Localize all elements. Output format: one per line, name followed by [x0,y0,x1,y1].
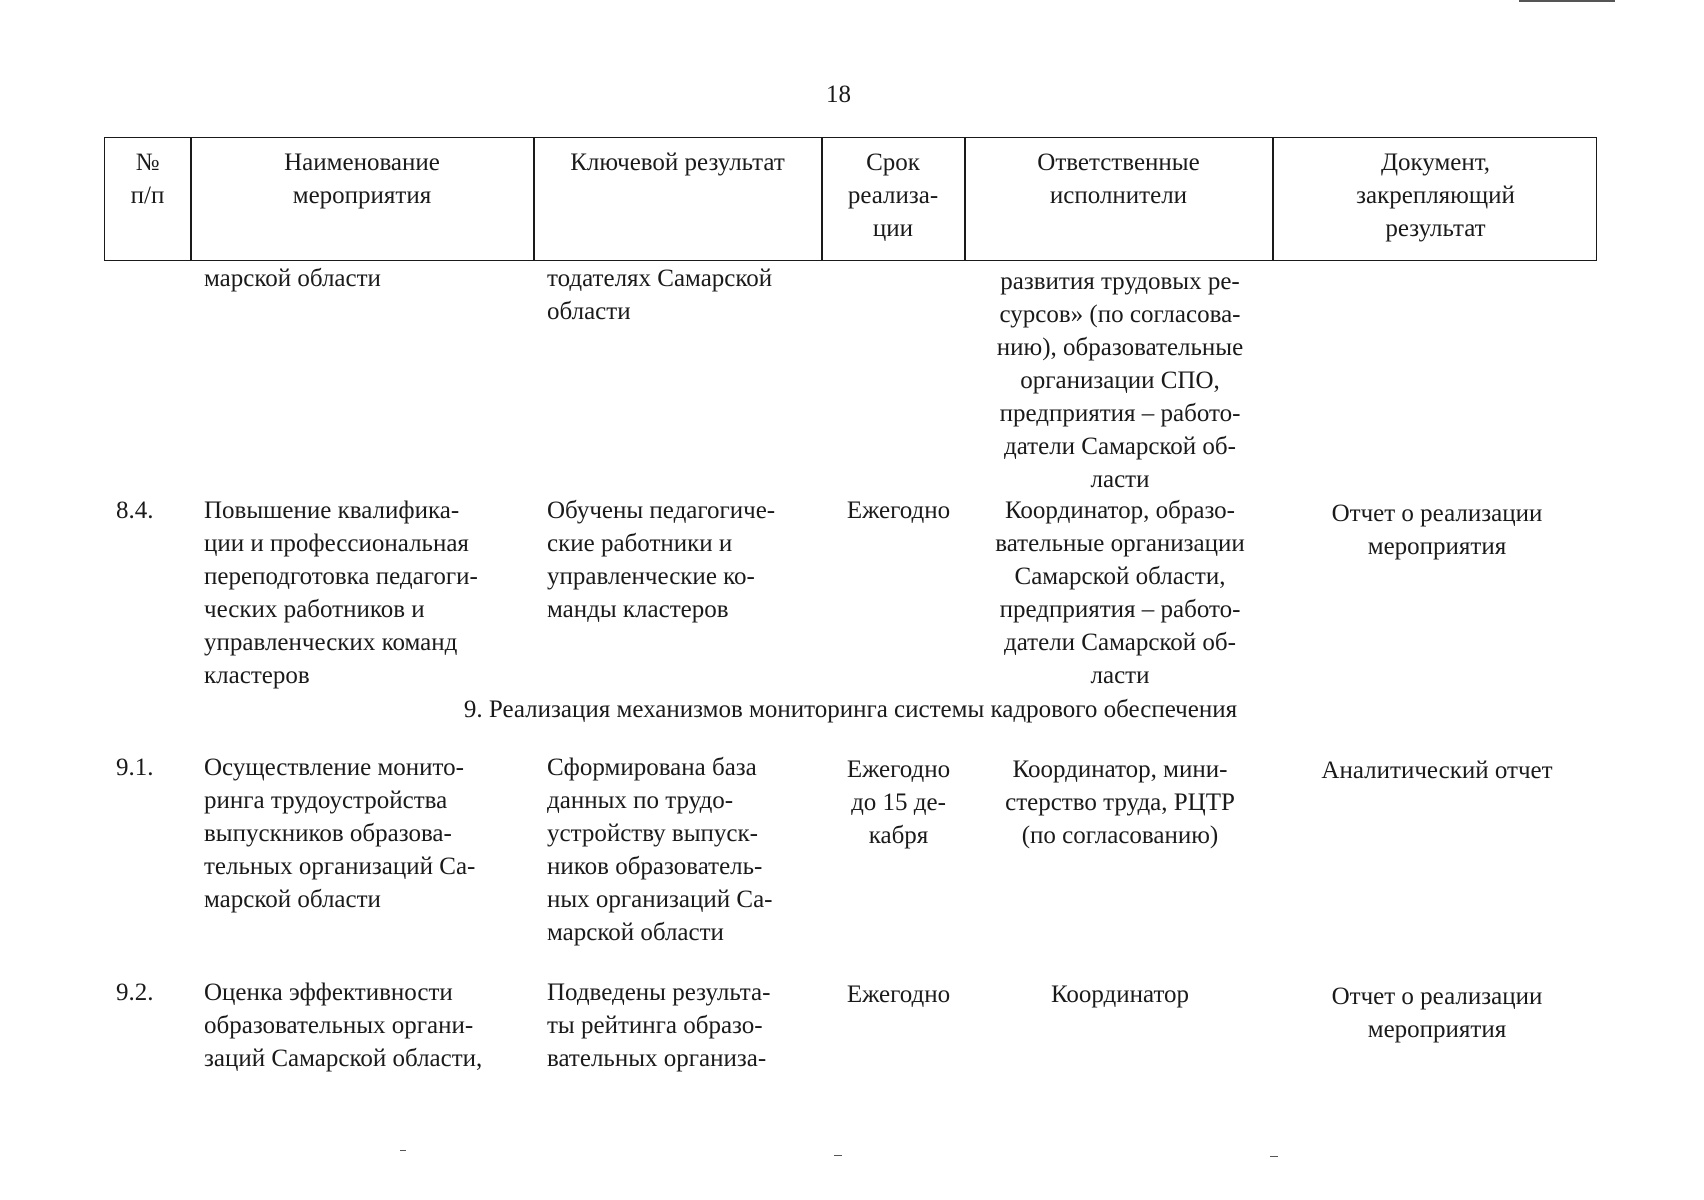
scan-speck [1270,1156,1278,1157]
header-exec: Ответственные исполнители [1037,149,1200,209]
header-result: Ключевой результат [570,149,785,176]
page-number: 18 [826,81,851,108]
row-9-1-executors: Координатор, мини- стерство труда, РЦТР (по согласованию) [1005,756,1235,849]
scan-speck [400,1150,406,1151]
row-9-2-number: 9.2. [116,979,154,1006]
header-term: Срок реализа- ции [847,149,939,242]
row-8-4-number: 8.4. [116,497,154,524]
row-8-4-executors: Координатор, образо- вательные организации Самарской области, предприятия – работо- датели Самарской об- ласти [995,497,1245,689]
header-name: Наименование мероприятия [284,149,440,209]
row-9-1-name: Осуществление монито- ринга трудоустройства выпускников образова- тельных организаций Са- марской области [204,754,476,913]
row-cont-name: марской области [204,265,381,292]
row-9-1-document: Аналитический отчет [1321,757,1553,784]
row-8-4-result: Обучены педагогиче- ские работники и управленческие ко- манды кластеров [547,497,776,623]
scan-edge-mark [1519,0,1615,2]
section-title: 9. Реализация механизмов мониторинга системы кадрового обеспечения [463,696,1238,723]
table-header [104,137,1597,261]
row-9-2-term: Ежегодно [846,981,951,1008]
row-8-4-document: Отчет о реализации мероприятия [1331,500,1543,560]
row-8-4-name: Повышение квалифика- ции и профессиональная переподготовка педагоги- ческих работников и управленческих команд кластеров [204,497,478,689]
row-9-2-name: Оценка эффективности образовательных органи- заций Самарской области, [204,979,483,1072]
header-doc: Документ, закрепляющий результат [1356,149,1515,242]
row-8-4-term: Ежегодно [846,497,951,524]
row-9-1-number: 9.1. [116,754,154,781]
row-9-2-executors: Координатор [1050,981,1190,1008]
header-num: № п/п [130,149,165,209]
row-cont-executors: развития трудовых ре- сурсов» (по согласова- нию), образовательные организации СПО, предприятия – работо- датели Самарской об- ласти [996,268,1244,493]
scan-speck [834,1155,842,1156]
row-9-2-document: Отчет о реализации мероприятия [1331,983,1543,1043]
row-9-2-result: Подведены результа- ты рейтинга образо- вательных организа- [547,979,771,1072]
row-9-1-term: Ежегодно до 15 де- кабря [846,756,951,849]
row-cont-result: тодателях Самарской области [547,265,773,325]
row-9-1-result: Сформирована база данных по трудо- устройству выпуск- ников образователь- ных организаций Са- марской области [547,754,773,946]
